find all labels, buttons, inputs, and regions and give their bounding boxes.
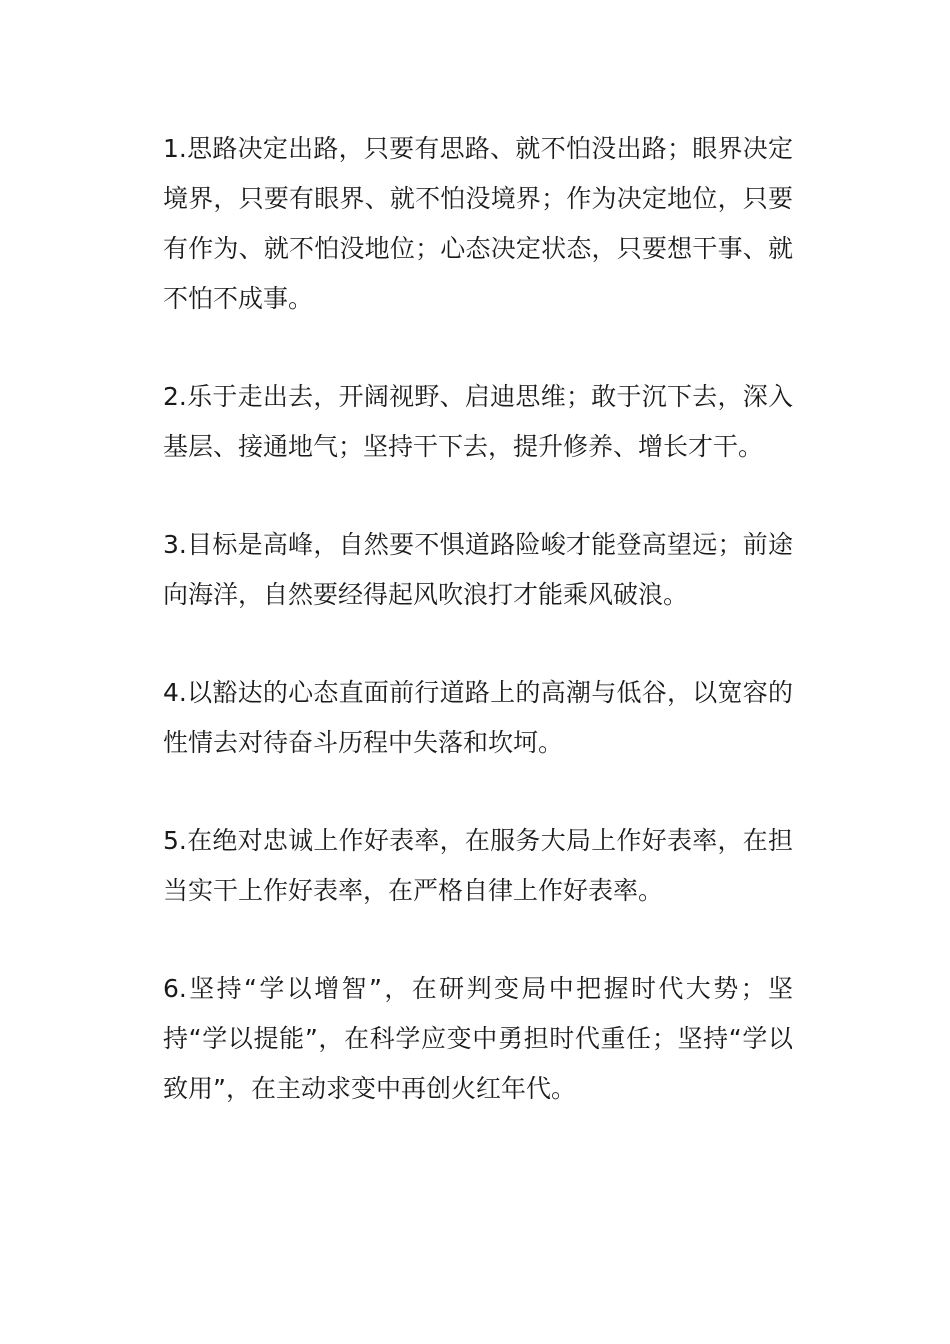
- paragraph-2: 2.乐于走出去，开阔视野、启迪思维；敢于沉下去，深入基层、接通地气；坚持干下去，提升修养、增长才干。: [163, 382, 793, 461]
- paragraph-4: 4.以豁达的心态直面前行道路上的高潮与低谷，以宽容的性情去对待奋斗历程中失落和坎坷。: [163, 678, 793, 757]
- paragraph-5: 5.在绝对忠诚上作好表率，在服务大局上作好表率，在担当实干上作好表率，在严格自律上作好表率。: [163, 826, 793, 905]
- paragraph-6: 6.坚持“学以增智”，在研判变局中把握时代大势；坚持“学以提能”，在科学应变中勇担时代重任；坚持“学以致用”，在主动求变中再创火红年代。: [163, 974, 793, 1103]
- paragraph-1: 1.思路决定出路，只要有思路、就不怕没出路；眼界决定境界，只要有眼界、就不怕没境界；作为决定地位，只要有作为、就不怕没地位；心态决定状态，只要想干事、就不怕不成事。: [163, 134, 793, 313]
- document-body: [163, 124, 793, 1162]
- paragraph-3: 3.目标是高峰，自然要不惧道路险峻才能登高望远；前途向海洋，自然要经得起风吹浪打才能乘风破浪。: [163, 530, 793, 609]
